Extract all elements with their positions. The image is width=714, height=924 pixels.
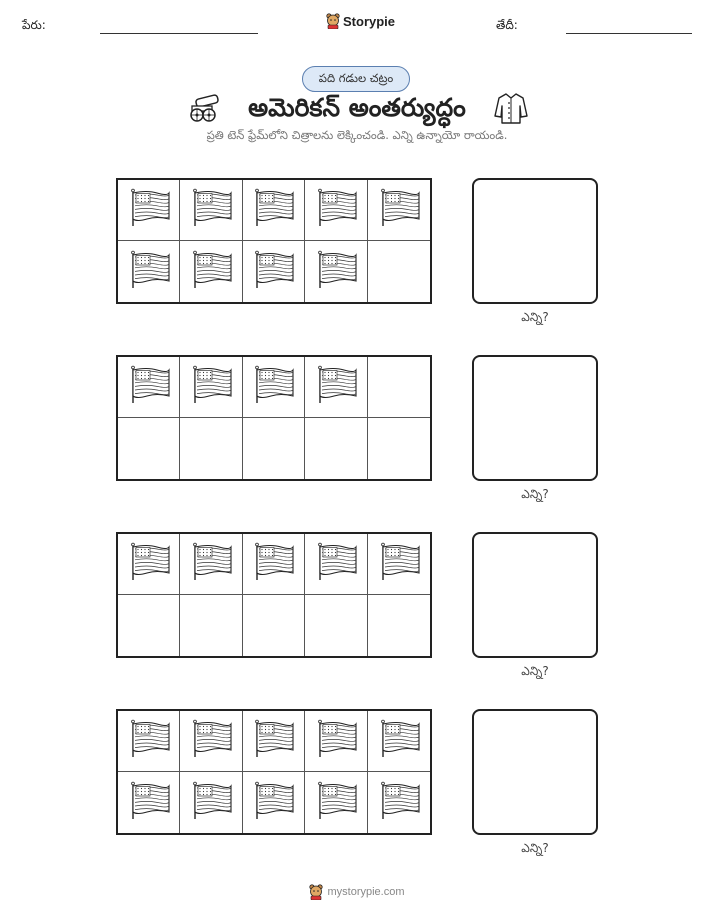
- how-many-label-4: ఎన్ని?: [521, 841, 549, 855]
- american-flag-icon: [377, 188, 421, 232]
- frame-cell: [243, 534, 305, 595]
- frame-cell: [368, 418, 430, 479]
- frame-cell: [180, 595, 242, 656]
- brand-logo: [326, 13, 395, 29]
- frame-cell: [305, 357, 367, 418]
- american-flag-icon: [251, 250, 295, 294]
- american-flag-icon: [377, 542, 421, 586]
- frame-cell: [180, 180, 242, 241]
- frame-cell: [368, 180, 430, 241]
- ten-frame-1: [116, 178, 432, 304]
- american-flag-icon: [127, 188, 171, 232]
- frame-cell: [243, 357, 305, 418]
- frame-cell: [368, 711, 430, 772]
- american-flag-icon: [377, 719, 421, 763]
- american-flag-icon: [251, 188, 295, 232]
- frame-cell: [180, 772, 242, 833]
- frame-cell: [180, 357, 242, 418]
- american-flag-icon: [251, 365, 295, 409]
- footer-url[interactable]: mystorypie.com: [327, 886, 405, 898]
- worksheet-type-badge: పది గడుల చట్రం: [302, 66, 410, 92]
- frame-cell: [368, 772, 430, 833]
- frame-cell: [118, 241, 180, 302]
- date-label: తేదీ:: [496, 18, 518, 32]
- frame-cell: [243, 418, 305, 479]
- american-flag-icon: [127, 719, 171, 763]
- frame-cell: [305, 180, 367, 241]
- american-flag-icon: [189, 781, 233, 825]
- footer: [0, 884, 714, 900]
- answer-box-2[interactable]: [472, 355, 598, 481]
- coat-icon: [494, 92, 528, 124]
- frame-cell: [243, 180, 305, 241]
- frame-cell: [368, 241, 430, 302]
- frame-cell: [180, 418, 242, 479]
- american-flag-icon: [251, 542, 295, 586]
- american-flag-icon: [251, 719, 295, 763]
- how-many-label-2: ఎన్ని?: [521, 487, 549, 501]
- frame-cell: [180, 534, 242, 595]
- frame-cell: [305, 241, 367, 302]
- date-line[interactable]: [566, 33, 692, 34]
- american-flag-icon: [127, 542, 171, 586]
- american-flag-icon: [314, 188, 358, 232]
- american-flag-icon: [314, 542, 358, 586]
- ten-frame-2: [116, 355, 432, 481]
- american-flag-icon: [251, 781, 295, 825]
- answer-box-3[interactable]: [472, 532, 598, 658]
- how-many-label-1: ఎన్ని?: [521, 310, 549, 324]
- answer-box-1[interactable]: [472, 178, 598, 304]
- american-flag-icon: [189, 250, 233, 294]
- frame-cell: [118, 534, 180, 595]
- brand-name: Storypie: [343, 13, 396, 29]
- page-title: అమెరికన్ అంతర్యుద్ధం: [248, 93, 466, 122]
- frame-cell: [305, 418, 367, 479]
- frame-cell: [243, 241, 305, 302]
- frame-cell: [305, 711, 367, 772]
- american-flag-icon: [314, 250, 358, 294]
- frame-cell: [305, 534, 367, 595]
- frame-cell: [118, 595, 180, 656]
- american-flag-icon: [314, 781, 358, 825]
- american-flag-icon: [127, 250, 171, 294]
- american-flag-icon: [189, 542, 233, 586]
- ten-frame-4: [116, 709, 432, 835]
- name-line[interactable]: [100, 33, 258, 34]
- frame-cell: [180, 711, 242, 772]
- answer-box-4[interactable]: [472, 709, 598, 835]
- frame-cell: [118, 711, 180, 772]
- american-flag-icon: [377, 781, 421, 825]
- bear-icon: [309, 884, 323, 900]
- frame-cell: [243, 595, 305, 656]
- american-flag-icon: [127, 781, 171, 825]
- frame-cell: [118, 772, 180, 833]
- frame-cell: [305, 595, 367, 656]
- ten-frame-3: [116, 532, 432, 658]
- frame-cell: [368, 534, 430, 595]
- title-row: [0, 90, 714, 126]
- cannon-icon: [188, 94, 222, 122]
- frame-cell: [243, 772, 305, 833]
- frame-cell: [118, 418, 180, 479]
- american-flag-icon: [189, 365, 233, 409]
- american-flag-icon: [189, 188, 233, 232]
- american-flag-icon: [314, 365, 358, 409]
- frame-cell: [243, 711, 305, 772]
- frame-cell: [118, 357, 180, 418]
- instructions: ప్రతి టెన్ ఫ్రేమ్‌లోని చిత్రాలను లెక్కించండి. ఎన్ని ఉన్నాయో రాయండి.: [206, 128, 508, 142]
- american-flag-icon: [189, 719, 233, 763]
- american-flag-icon: [127, 365, 171, 409]
- name-label: పేరు:: [22, 18, 46, 32]
- frame-cell: [305, 772, 367, 833]
- american-flag-icon: [314, 719, 358, 763]
- frame-cell: [368, 357, 430, 418]
- bear-icon: [326, 13, 340, 29]
- how-many-label-3: ఎన్ని?: [521, 664, 549, 678]
- frame-cell: [180, 241, 242, 302]
- frame-cell: [368, 595, 430, 656]
- frame-cell: [118, 180, 180, 241]
